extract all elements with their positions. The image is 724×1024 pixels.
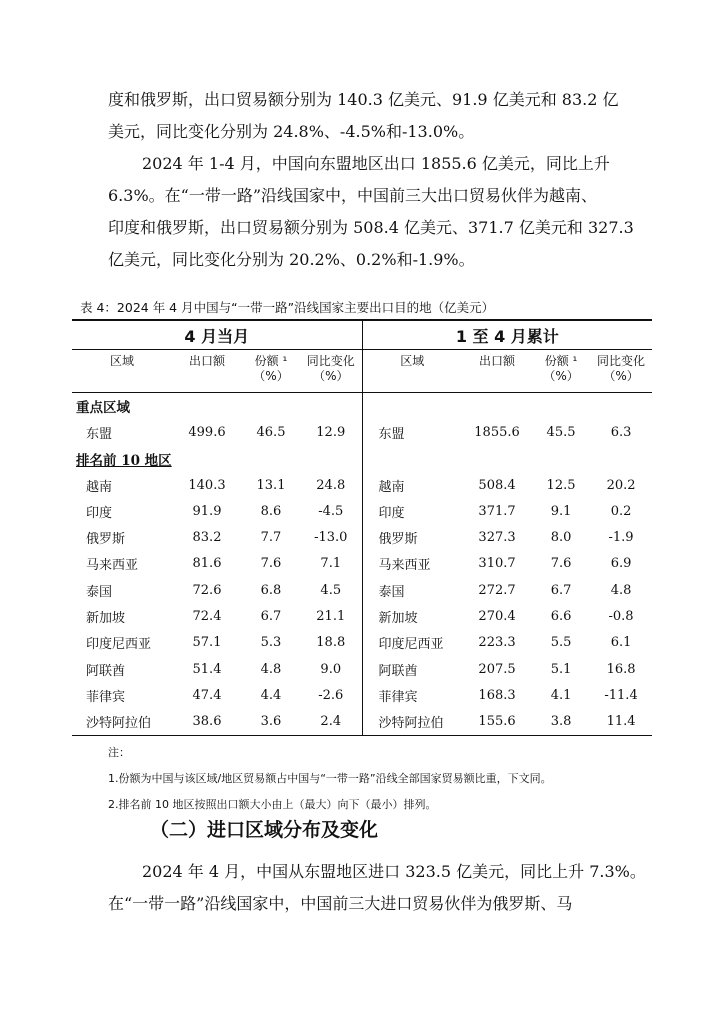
text-line: 亿美元，同比变化分别为 20.2%、0.2%和-1.9%。: [108, 250, 475, 269]
section-heading: （二）进口区域分布及变化: [150, 819, 379, 841]
col-header-share: 份额 ¹ （%）: [253, 354, 289, 383]
col-header-region: 区域: [109, 354, 134, 368]
col-header-export: 出口额: [188, 354, 225, 368]
col-header-yoy: 同比变化 （%）: [300, 350, 362, 393]
paragraph-import-april: [108, 856, 646, 920]
section-label: 排名前 10 地区: [72, 446, 362, 472]
table-row: 东盟 499.6 46.5 12.9 东盟 1855.6 45.5 6.3: [72, 419, 652, 445]
col-header-share: 份额 ¹ （%）: [543, 354, 579, 383]
text-line: 度和俄罗斯，出口贸易额分别为 140.3 亿美元、91.9 亿美元和 83.2 亿: [108, 90, 619, 109]
col-header-export: 出口额: [479, 354, 516, 368]
table-row: 菲律宾 47.4 4.4 -2.6 菲律宾 168.3 4.1 -11.4: [72, 682, 652, 708]
export-destinations-table: [72, 319, 652, 736]
table-row: 俄罗斯 83.2 7.7 -13.0 俄罗斯 327.3 8.0 -1.9: [72, 524, 652, 550]
text-line: 美元，同比变化分别为 24.8%、-4.5%和-13.0%。: [108, 122, 475, 141]
table-group-header: [72, 320, 652, 350]
section-row-top10: [72, 446, 652, 472]
table-row: 印度尼西亚 57.1 5.3 18.8 印度尼西亚 223.3 5.5 6.1: [72, 630, 652, 656]
text-line: 6.3%。在“一带一路”沿线国家中，中国前三大出口贸易伙伴为越南、: [108, 186, 598, 205]
table-row: 阿联酋 51.4 4.8 9.0 阿联酋 207.5 5.1 16.8: [72, 656, 652, 682]
table-caption: 表 4：2024 年 4 月中国与“一带一路”沿线国家主要出口目的地（亿美元）: [80, 300, 495, 315]
text-line: 2024 年 1-4 月，中国向东盟地区出口 1855.6 亿美元，同比上升: [142, 154, 610, 173]
table-row: 越南 140.3 13.1 24.8 越南 508.4 12.5 20.2: [72, 472, 652, 498]
group-label-april: 4 月当月: [72, 320, 362, 350]
text-line: 印度和俄罗斯，出口贸易额分别为 508.4 亿美元、371.7 亿美元和 327.3: [108, 218, 634, 237]
notes-title: 注：: [108, 746, 130, 759]
paragraph-export-jan-apr: [108, 148, 634, 276]
table-row: 沙特阿拉伯 38.6 3.6 2.4 沙特阿拉伯 155.6 3.8 11.4: [72, 709, 652, 736]
section-row-key-region: [72, 393, 652, 420]
text-line: 在“一带一路”沿线国家中，中国前三大进口贸易伙伴为俄罗斯、马: [108, 894, 573, 913]
paragraph-export-top3-april: [108, 84, 618, 148]
group-label-cumulative: 1 至 4 月累计: [455, 326, 559, 346]
table-row: 马来西亚 81.6 7.6 7.1 马来西亚 310.7 7.6 6.9: [72, 551, 652, 577]
table-row: 印度 91.9 8.6 -4.5 印度 371.7 9.1 0.2: [72, 498, 652, 524]
table-row: 新加坡 72.4 6.7 21.1 新加坡 270.4 6.6 -0.8: [72, 603, 652, 629]
table-notes: [108, 740, 552, 818]
section-label: 重点区域: [72, 393, 362, 420]
note-item: 1.份额为中国与该区域/地区贸易额占中国与“一带一路”沿线全部国家贸易额比重，下文同。: [108, 772, 552, 785]
table-column-header: [72, 350, 652, 393]
note-item: 2.排名前 10 地区按照出口额大小由上（最大）向下（最小）排列。: [108, 798, 437, 811]
col-header-region: 区域: [400, 354, 425, 368]
text-line: 2024 年 4 月，中国从东盟地区进口 323.5 亿美元，同比上升 7.3%。: [142, 862, 646, 881]
table-row: 泰国 72.6 6.8 4.5 泰国 272.7 6.7 4.8: [72, 577, 652, 603]
col-header-yoy: 同比变化 （%）: [597, 354, 646, 383]
